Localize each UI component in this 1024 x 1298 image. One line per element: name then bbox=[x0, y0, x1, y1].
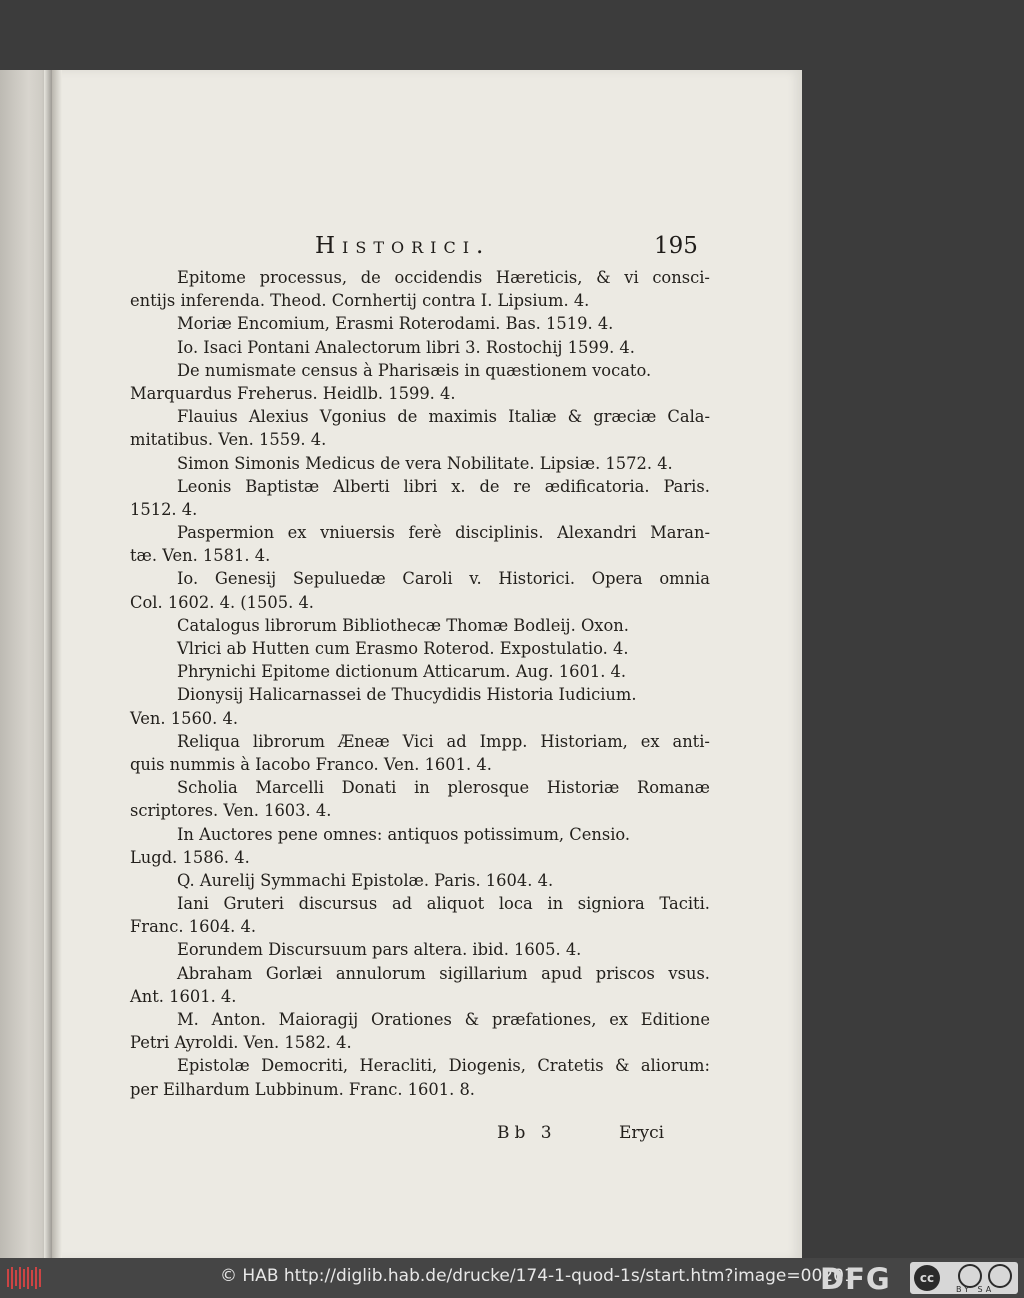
entry-line: Iani Gruteri discursus ad aliquot loca in signiora Taciti. bbox=[177, 894, 710, 914]
catchword: Eryci bbox=[619, 1123, 665, 1143]
entry-line: Q. Aurelij Symmachi Epistolæ. Paris. 1604. 4. bbox=[177, 870, 554, 890]
cc-icon: cc bbox=[914, 1265, 940, 1291]
page-gutter-shadow bbox=[52, 70, 62, 1260]
entry-line: Lugd. 1586. 4. bbox=[130, 847, 250, 867]
catchline bbox=[52, 1121, 802, 1147]
entry-line: Franc. 1604. 4. bbox=[130, 917, 257, 937]
bibliography-list bbox=[130, 266, 710, 1101]
entry-line: Eorundem Discursuum pars altera. ibid. 1605. 4. bbox=[177, 940, 582, 960]
entry-line: Leonis Baptistæ Alberti libri x. de re ædificatoria. Paris. bbox=[177, 476, 710, 496]
entry-line: Abraham Gorlæi annulorum sigillarium apud priscos vsus. bbox=[177, 963, 710, 983]
entry-line: Io. Genesij Sepuluedæ Caroli v. Historici. Opera omnia bbox=[177, 569, 710, 589]
entry-line: Moriæ Encomium, Erasmi Roterodami. Bas. 1519. 4. bbox=[177, 314, 614, 334]
entry-line: Dionysij Halicarnassei de Thucydidis Historia Iudicium. bbox=[177, 685, 637, 705]
entry-line: Ven. 1560. 4. bbox=[130, 708, 239, 728]
entry-line: Epitome processus, de occidendis Hæreticis, & vi consci- bbox=[177, 268, 710, 287]
footer-bar bbox=[0, 1258, 1024, 1298]
signature-mark: Bb 3 bbox=[497, 1123, 557, 1143]
entry-line: Marquardus Freherus. Heidlb. 1599. 4. bbox=[130, 383, 456, 403]
entry-line: Scholia Marcelli Donati in plerosque Historiæ Romanæ bbox=[177, 778, 710, 798]
entry-line: Phrynichi Epitome dictionum Atticarum. Aug. 1601. 4. bbox=[177, 662, 627, 682]
entry-line: per Eilhardum Lubbinum. Franc. 1601. 8. bbox=[130, 1079, 475, 1099]
entry-line: mitatibus. Ven. 1559. 4. bbox=[130, 430, 327, 450]
entry-line: Petri Ayroldi. Ven. 1582. 4. bbox=[130, 1033, 352, 1053]
cc-license-badge[interactable] bbox=[910, 1262, 1018, 1294]
entry-line: quis nummis à Iacobo Franco. Ven. 1601. 4. bbox=[130, 754, 492, 774]
entry-line: Io. Isaci Pontani Analectorum libri 3. Rostochij 1599. 4. bbox=[177, 337, 635, 357]
entry-line: Reliqua librorum Æneæ Vici ad Impp. Historiam, ex anti- bbox=[177, 731, 710, 751]
entry-line: scriptores. Ven. 1603. 4. bbox=[130, 801, 332, 821]
entry-line: Simon Simonis Medicus de vera Nobilitate. Lipsiæ. 1572. 4. bbox=[177, 453, 673, 473]
page-header bbox=[52, 235, 802, 265]
entry-line: Epistolæ Democriti, Heracliti, Diogenis, Cratetis & aliorum: bbox=[177, 1056, 710, 1076]
license-terms: BY SA bbox=[956, 1285, 995, 1294]
entry-line: Col. 1602. 4. (1505. 4. bbox=[130, 592, 314, 612]
entry-line: In Auctores pene omnes: antiquos potissimum, Censio. bbox=[177, 824, 631, 844]
entry-line: De numismate census à Pharisæis in quæstionem vocato. bbox=[177, 360, 652, 380]
entry-line: Vlrici ab Hutten cum Erasmo Roterod. Expostulatio. 4. bbox=[177, 639, 629, 658]
entry-line: Ant. 1601. 4. bbox=[130, 986, 237, 1006]
hab-barcode-icon bbox=[6, 1266, 42, 1290]
running-head: Historici. bbox=[315, 233, 491, 259]
entry-line: M. Anton. Maioragij Orationes & præfationes, ex Editione bbox=[177, 1010, 710, 1029]
facing-page-edge bbox=[0, 70, 52, 1260]
entry-line: Flauius Alexius Vgonius de maximis Italiæ & græciæ Cala- bbox=[177, 407, 710, 427]
page-number: 195 bbox=[654, 233, 698, 259]
book-page bbox=[52, 70, 802, 1260]
entry-line: tæ. Ven. 1581. 4. bbox=[130, 546, 271, 566]
entry-line: entijs inferenda. Theod. Cornhertij contra I. Lipsium. 4. bbox=[130, 291, 590, 311]
source-credit-link[interactable]: © HAB http://diglib.hab.de/drucke/174-1-quod-1s/start.htm?image=00201 bbox=[220, 1266, 855, 1286]
entry-line: Catalogus librorum Bibliothecæ Thomæ Bodleij. Oxon. bbox=[177, 615, 629, 635]
entry-line: Paspermion ex vniuersis ferè disciplinis. Alexandri Maran- bbox=[177, 523, 710, 543]
dfg-logo[interactable]: DFG bbox=[820, 1262, 891, 1296]
entry-line: 1512. 4. bbox=[130, 499, 198, 519]
